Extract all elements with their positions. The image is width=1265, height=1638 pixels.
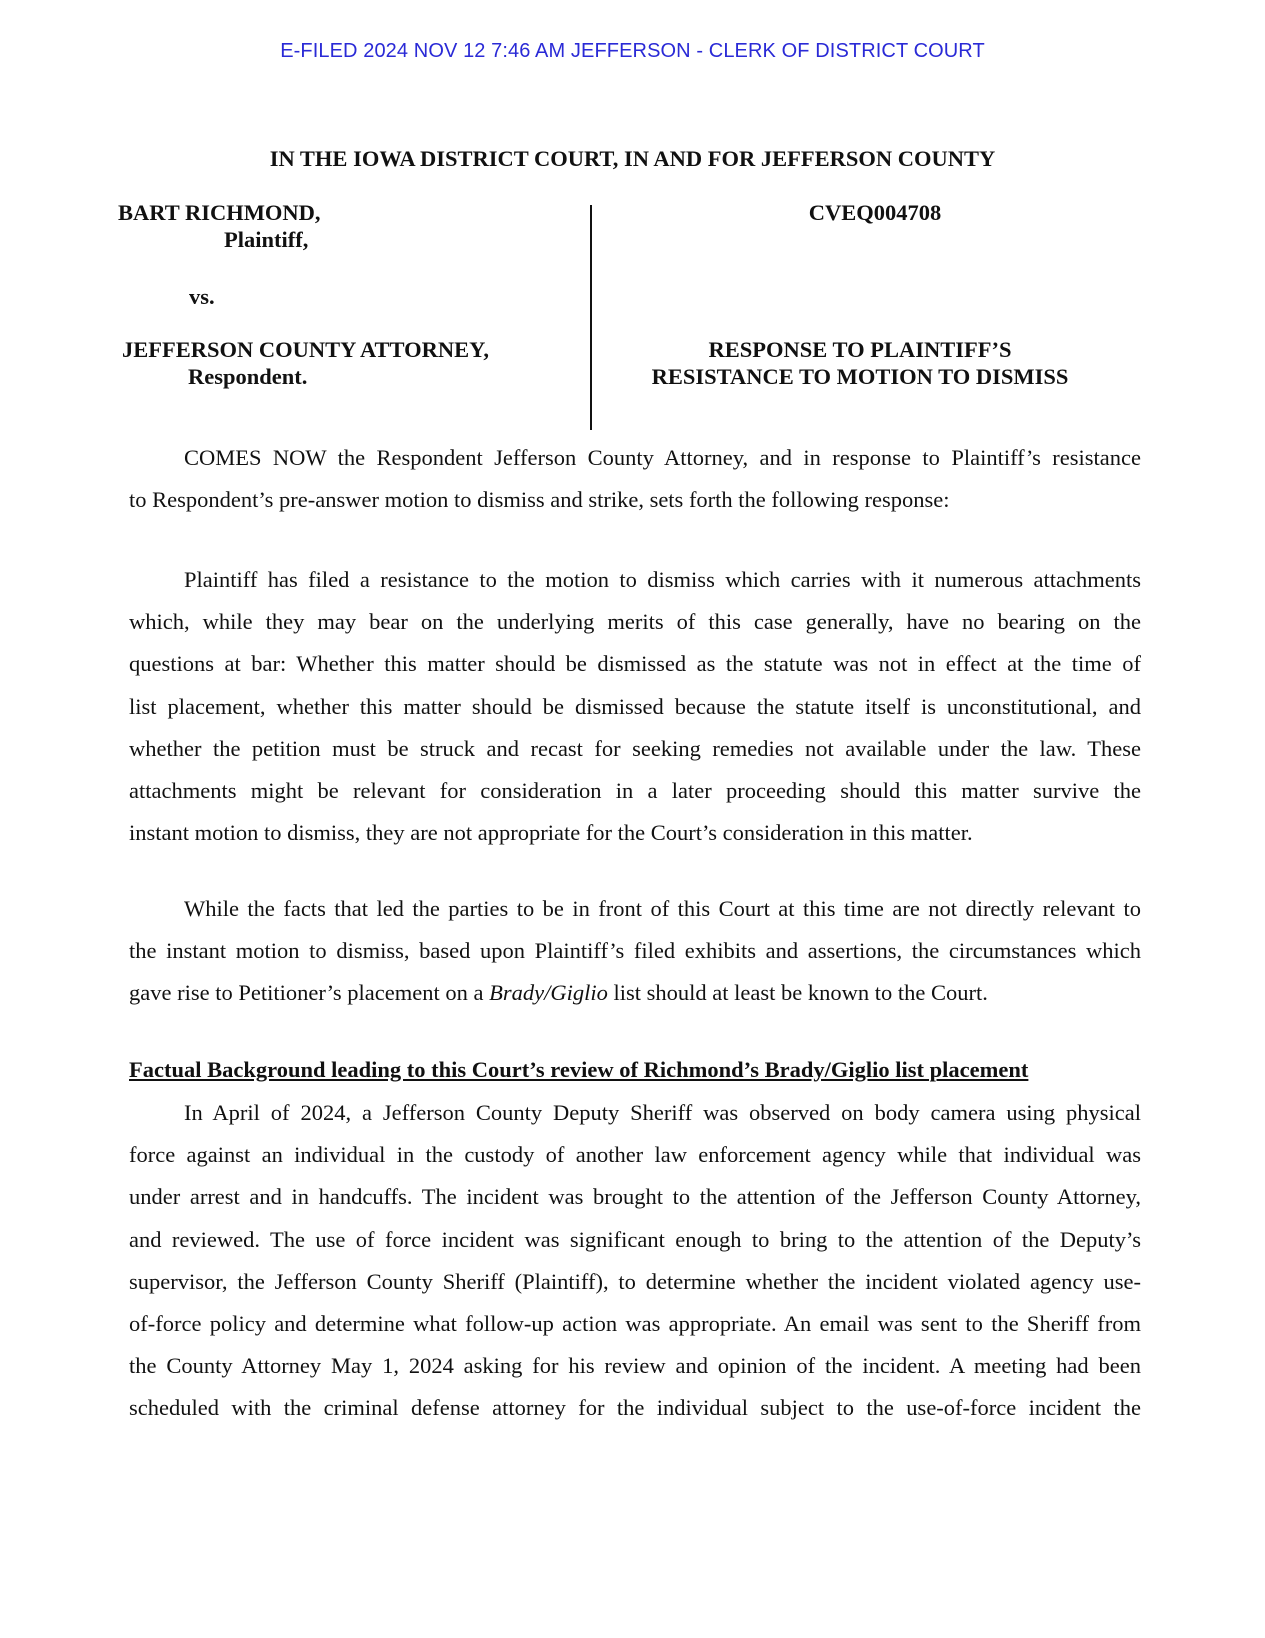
text-line: under arrest and in handcuffs. The incident was brought to the attention of the Jefferson County Attorney,: [129, 1184, 1141, 1210]
text-line: and reviewed. The use of force incident was significant enough to bring to the attention of the Deputy’s: [129, 1226, 1141, 1252]
case-name-italic: Brady/Giglio: [489, 980, 608, 1006]
text-line: supervisor, the Jefferson County Sheriff (Plaintiff), to determine whether the incident violated agency use-: [129, 1268, 1141, 1294]
text-line: [129, 972, 1141, 1014]
text-line: COMES NOW the Respondent Jefferson County Attorney, and in response to Plaintiff’s resistance: [184, 445, 1141, 470]
text-line: Plaintiff has filed a resistance to the motion to dismiss which carries with it numerous attachments: [184, 567, 1141, 592]
text-segment: gave rise to Petitioner’s placement on a: [129, 980, 490, 1006]
text-segment: list should at least be known to the Court.: [607, 980, 988, 1006]
document-title-line2: RESISTANCE TO MOTION TO DISMISS: [651, 364, 1069, 389]
text-line: of-force policy and determine what follow-up action was appropriate. An email was sent to the Sheriff from: [129, 1311, 1141, 1337]
respondent-name: JEFFERSON COUNTY ATTORNEY,: [122, 337, 489, 362]
paragraph-comes-now: [129, 437, 1141, 521]
text-line: list placement, whether this matter should be dismissed because the statute itself is unconstitutional, and: [129, 693, 1141, 719]
text-line: to Respondent’s pre-answer motion to dismiss and strike, sets forth the following response:: [129, 487, 950, 513]
versus-label: vs.: [189, 284, 215, 309]
caption-divider: [590, 205, 592, 430]
text-line: scheduled with the criminal defense attorney for the individual subject to the use-of-force incident the: [129, 1395, 1141, 1421]
text-line: attachments might be relevant for consideration in a later proceeding should this matter survive the: [129, 778, 1141, 804]
text-line: instant motion to dismiss, they are not appropriate for the Court’s consideration in this matter.: [129, 820, 973, 846]
efiled-stamp: E-FILED 2024 NOV 12 7:46 AM JEFFERSON - CLERK OF DISTRICT COURT: [280, 40, 985, 62]
plaintiff-label: Plaintiff,: [224, 227, 309, 252]
respondent-label: Respondent.: [188, 364, 308, 389]
plaintiff-name: BART RICHMOND,: [118, 200, 321, 225]
text-line: the County Attorney May 1, 2024 asking for his review and opinion of the incident. A meeting had been: [129, 1353, 1141, 1379]
document-title-line1: RESPONSE TO PLAINTIFF’S: [708, 337, 1012, 362]
text-line: questions at bar: Whether this matter should be dismissed as the statute was not in effect at the time of: [129, 651, 1141, 677]
paragraph-attachments: [129, 559, 1141, 854]
text-line: which, while they may bear on the underlying merits of this case generally, have no bearing on the: [129, 609, 1141, 635]
paragraph-facts-intro: [129, 888, 1141, 1015]
text-line: force against an individual in the custody of another law enforcement agency while that individual was: [129, 1142, 1141, 1168]
text-line: whether the petition must be struck and recast for seeking remedies not available under the law. These: [129, 735, 1141, 761]
section-heading: Factual Background leading to this Court’s review of Richmond’s Brady/Giglio list placement: [129, 1057, 1029, 1082]
paragraph-factual-background: [129, 1092, 1141, 1430]
case-number: CVEQ004708: [808, 200, 942, 225]
text-line: In April of 2024, a Jefferson County Deputy Sheriff was observed on body camera using physical: [184, 1100, 1141, 1125]
text-line: While the facts that led the parties to be in front of this Court at this time are not directly relevant to: [184, 896, 1141, 921]
text-line: the instant motion to dismiss, based upon Plaintiff’s filed exhibits and assertions, the circumstances which: [129, 938, 1141, 964]
court-title: IN THE IOWA DISTRICT COURT, IN AND FOR JEFFERSON COUNTY: [269, 146, 996, 171]
